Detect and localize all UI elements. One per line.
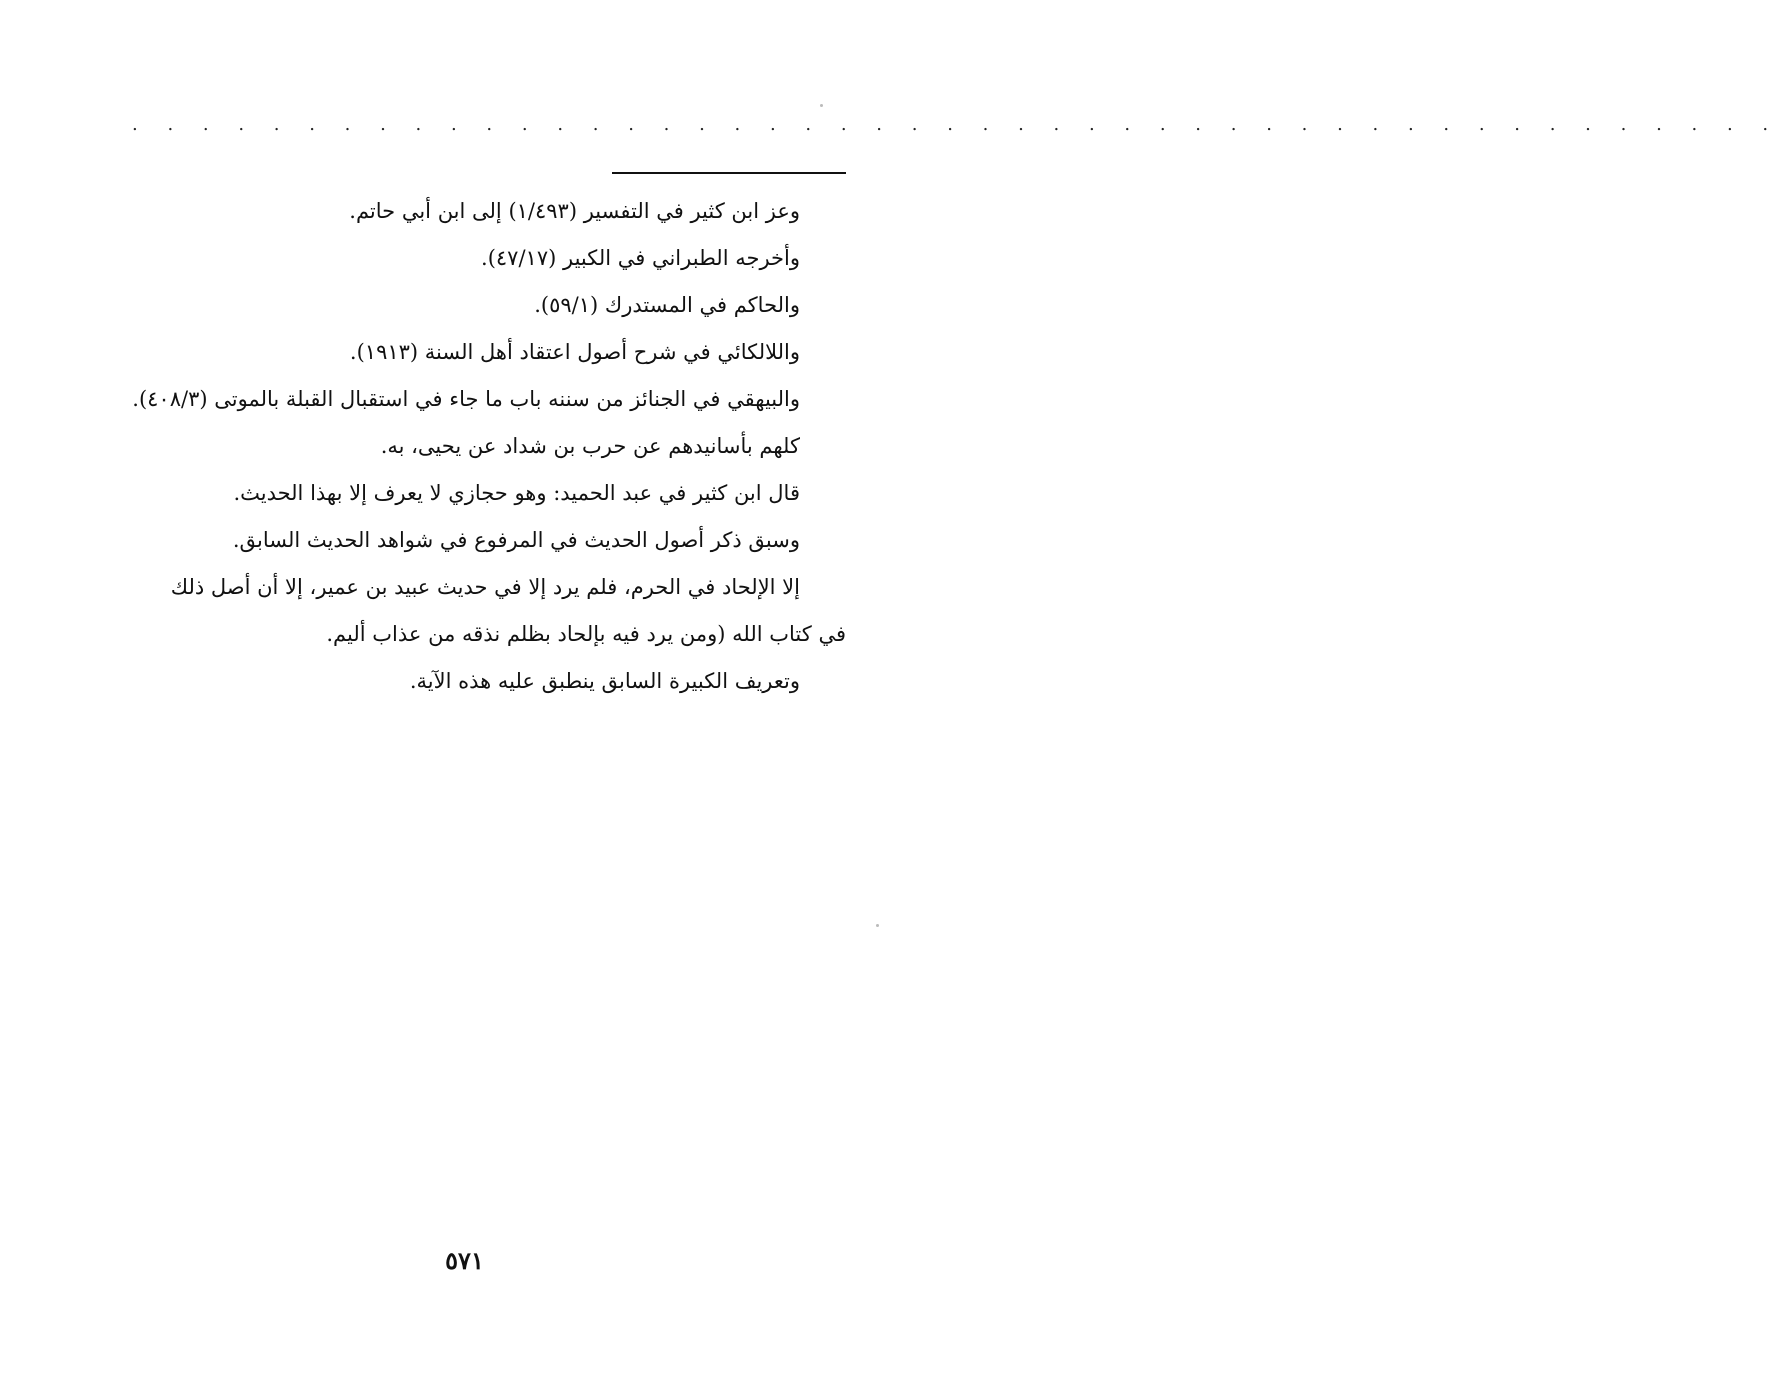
footnote-line: وتعريف الكبيرة السابق ينطبق عليه هذه الآية. — [409, 669, 800, 693]
footnote-line: وعز ابن كثير في التفسير (١/٤٩٣) إلى ابن أبي حاتم. — [349, 199, 800, 223]
footnote-line: كلهم بأسانيدهم عن حرب بن شداد عن يحيى، به. — [380, 434, 800, 458]
page-number: ٥٧١ — [445, 1246, 484, 1275]
dotted-separator: . . . . . . . . . . . . . . . . . . . . . . . . . . . . . . . . . . . . . . . . . . . . . . . — [132, 114, 1780, 135]
footnote-line: في كتاب الله (ومن يرد فيه بإلحاد بظلم نذقه من عذاب أليم. — [326, 622, 846, 646]
scan-speck — [876, 924, 879, 927]
footnote-line: والبيهقي في الجنائز من سننه باب ما جاء في استقبال القبلة بالموتى (٤٠٨/٣). — [132, 387, 800, 411]
footnote-line: وسبق ذكر أصول الحديث في المرفوع في شواهد الحديث السابق. — [232, 528, 800, 552]
footnote-line: والحاكم في المستدرك (٥٩/١). — [534, 293, 800, 317]
footnote-line: قال ابن كثير في عبد الحميد: وهو حجازي لا يعرف إلا بهذا الحديث. — [233, 481, 800, 505]
footnote-line: واللالكائي في شرح أصول اعتقاد أهل السنة (١٩١٣). — [349, 340, 800, 364]
footnote-line: إلا الإلحاد في الحرم، فلم يرد إلا في حديث عبيد بن عمير، إلا أن أصل ذلك — [170, 575, 800, 599]
footnote-line: وأخرجه الطبراني في الكبير (٤٧/١٧). — [481, 246, 800, 270]
footnote-divider — [612, 172, 846, 174]
scan-speck — [820, 104, 823, 107]
footnote-text — [118, 188, 846, 705]
